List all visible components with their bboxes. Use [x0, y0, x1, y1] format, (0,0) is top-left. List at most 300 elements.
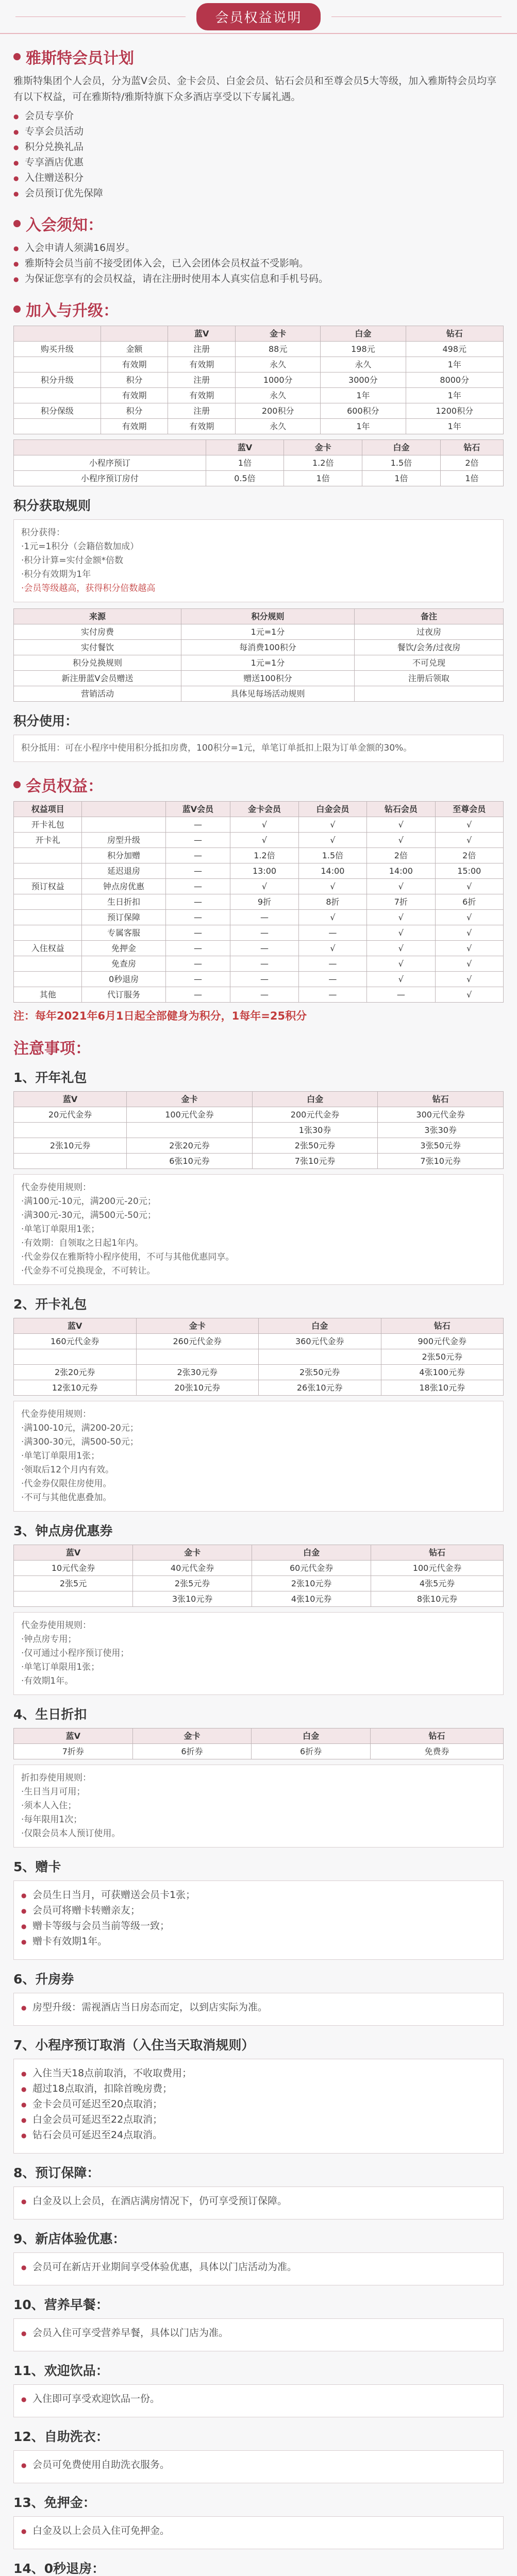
note-bullets-box: [13, 2450, 504, 2483]
table-header-cell: 蓝V会员: [165, 802, 230, 817]
table-cell: 100元代金券: [371, 1561, 504, 1576]
note-item: ● 白金会员可延迟至22点取消；: [21, 2112, 496, 2127]
table-header-cell: 金卡: [236, 326, 321, 342]
table-cell: 小程序预订: [14, 455, 206, 471]
table-cell: 预订权益: [14, 879, 82, 894]
table-row: [14, 925, 504, 941]
box-line: ·代金券不可兑换现金，不可转让。: [21, 1266, 156, 1276]
table-header-cell: 白金: [321, 326, 406, 342]
table-cell: 200积分: [236, 403, 321, 419]
table-cell: √: [367, 910, 435, 925]
note-bullets-box: [13, 2059, 504, 2154]
header-banner: [0, 0, 517, 34]
table-header-cell: 金卡会员: [230, 802, 298, 817]
table-cell: 4张5元券: [371, 1576, 504, 1591]
note-section-title: 7、小程序预订取消（入住当天取消规则）: [13, 2038, 255, 2053]
table-cell: [127, 1123, 253, 1138]
table-cell: [14, 956, 82, 972]
note-section-title: 14、0秒退房：: [13, 2561, 105, 2576]
table-cell: √: [367, 879, 435, 894]
table-header-cell: 蓝V: [168, 326, 236, 342]
box-line: ·积分计算=实付金额*倍数: [21, 555, 124, 566]
list-item: ● 雅斯特会员当前不接受团体入会，已入会团体会员权益不受影响。: [13, 256, 504, 271]
note-rules-box: [13, 1401, 504, 1512]
table-cell: 2张50元券: [381, 1349, 504, 1365]
upgrade-title: [13, 298, 504, 320]
table-row: [14, 455, 504, 471]
list-item: ● 为保证您享有的会员权益，请在注册时使用本人真实信息和手机号码。: [13, 271, 504, 286]
table-cell: 购买升级: [14, 342, 101, 357]
table-cell: 2倍: [440, 455, 503, 471]
note-section-title: 8、预订保障：: [13, 2165, 100, 2180]
benefits-title: [13, 773, 504, 796]
table-cell: 4张100元券: [381, 1365, 504, 1380]
table-cell: [14, 357, 101, 372]
table-cell: —: [230, 987, 298, 1003]
table-cell: 有效期: [101, 357, 168, 372]
note-bullets: [21, 2325, 496, 2341]
table-row: [14, 1744, 504, 1759]
table-cell: 2倍: [435, 848, 503, 863]
table-row: [14, 671, 504, 686]
table-header-cell: 金卡: [133, 1545, 252, 1561]
table-cell: 预订保障: [82, 910, 165, 925]
table-row: [14, 863, 504, 879]
table-header-cell: 蓝V: [206, 440, 284, 455]
table-header-cell: [82, 802, 165, 817]
box-line: ·单笔订单限用1张；: [21, 1662, 100, 1672]
table-cell: 7折券: [14, 1744, 133, 1759]
table-header-cell: 钻石: [406, 326, 503, 342]
table-cell: [259, 1349, 381, 1365]
points-multiplier-table: [13, 439, 504, 486]
table-cell: 3张50元券: [378, 1138, 504, 1154]
table-row: [14, 1561, 504, 1576]
table-header-cell: 权益项目: [14, 802, 82, 817]
note-rules-box: [13, 1612, 504, 1695]
table-row: [14, 624, 504, 640]
benefits-title-text: 会员权益：: [26, 777, 103, 795]
table-cell: 15:00: [435, 863, 503, 879]
table-cell: 14:00: [298, 863, 366, 879]
box-line: ·满100-10元，满200-20元；: [21, 1423, 139, 1433]
table-cell: —: [230, 925, 298, 941]
note-table: [13, 1091, 504, 1169]
box-line: ·满300元-30元，满500元-50元；: [21, 1210, 156, 1221]
list-item: ● 专享酒店优惠: [13, 155, 504, 170]
note-item: ● 会员可在新店开业期间享受体验优惠，具体以门店活动为准。: [21, 2259, 496, 2275]
note-item: ● 入住当天18点前取消，不收取费用；: [21, 2065, 496, 2081]
table-header-cell: 钻石: [370, 1728, 503, 1744]
table-cell: √: [367, 941, 435, 956]
table-cell: 具体见每场活动规则: [181, 686, 354, 702]
box-line: 代金券使用规则：: [21, 1409, 91, 1419]
table-row: [14, 1138, 504, 1154]
table-cell: 1200积分: [406, 403, 503, 419]
table-row: [14, 342, 504, 357]
table-cell: 1倍: [284, 471, 362, 486]
table-cell: 300元代金券: [378, 1107, 504, 1123]
note-item: ● 白金及以上会员，在酒店满房情况下，仍可享受预订保障。: [21, 2193, 496, 2209]
note-table: [13, 1545, 504, 1607]
table-cell: 积分升级: [14, 372, 101, 388]
table-cell: 600积分: [321, 403, 406, 419]
table-header-cell: 白金: [252, 1728, 371, 1744]
upgrade-table: [13, 326, 504, 434]
note-table: [13, 1728, 504, 1759]
box-line: ·单笔订单限用1张；: [21, 1224, 100, 1234]
table-row: [14, 941, 504, 956]
table-cell: 1.2倍: [284, 455, 362, 471]
table-cell: 1年: [406, 357, 503, 372]
table-cell: 20元代金券: [14, 1107, 127, 1123]
table-cell: 1年: [406, 419, 503, 434]
table-cell: √: [367, 833, 435, 848]
box-line: 积分获得：: [21, 528, 65, 538]
list-item: ● 会员专享价: [13, 108, 504, 124]
box-line: ·不可与其他优惠叠加。: [21, 1493, 112, 1503]
table-header-cell: 金卡: [132, 1728, 252, 1744]
table-cell: [14, 848, 82, 863]
table-cell: 餐饮/会务/过夜房: [355, 640, 504, 655]
table-cell: 注册: [168, 372, 236, 388]
points-rules-highlight: ·会员等级越高，获得积分倍数越高: [21, 583, 156, 594]
list-item: ● 入会申请人须满16周岁。: [13, 240, 504, 256]
table-cell: 2张50元券: [259, 1365, 381, 1380]
note-item: ● 赠卡等级与会员当前等级一致；: [21, 1918, 496, 1934]
table-cell: 160元代金券: [14, 1334, 137, 1349]
table-cell: —: [165, 910, 230, 925]
table-cell: 26张10元券: [259, 1380, 381, 1396]
table-cell: 1元=1分: [181, 655, 354, 671]
list-item: ● 专享会员活动: [13, 124, 504, 139]
table-header-cell: [101, 326, 168, 342]
table-cell: 有效期: [168, 357, 236, 372]
join-bullets: [13, 240, 504, 286]
table-cell: √: [435, 925, 503, 941]
note-rules-box: [13, 1174, 504, 1285]
table-cell: —: [298, 925, 366, 941]
table-cell: 实付餐饮: [14, 640, 181, 655]
benefits-table: [13, 801, 504, 1003]
table-cell: 1.5倍: [362, 455, 441, 471]
table-cell: 12张10元券: [14, 1380, 137, 1396]
table-header-cell: 钻石: [381, 1318, 504, 1334]
table-cell: 3张30券: [378, 1123, 504, 1138]
table-cell: 1年: [321, 419, 406, 434]
table-row: [14, 357, 504, 372]
note-section-title: 12、自助洗衣：: [13, 2429, 109, 2444]
note-bullets-box: [13, 2516, 504, 2549]
box-line: ·须本人入住；: [21, 1801, 77, 1811]
table-cell: —: [165, 879, 230, 894]
note-item: ● 房型升级：需视酒店当日房态而定，以到店实际为准。: [21, 1999, 496, 2015]
table-cell: 积分: [101, 372, 168, 388]
table-cell: 2张5元券: [133, 1576, 252, 1591]
table-row: [14, 655, 504, 671]
table-row: [14, 640, 504, 655]
table-cell: [14, 1349, 137, 1365]
table-cell: 100元代金券: [127, 1107, 253, 1123]
table-cell: 延迟退房: [82, 863, 165, 879]
table-cell: 1年: [321, 388, 406, 403]
table-header-cell: 蓝V: [14, 1728, 133, 1744]
table-cell: 积分加赠: [82, 848, 165, 863]
table-cell: —: [298, 956, 366, 972]
table-header-cell: [14, 440, 206, 455]
table-cell: 8张10元券: [371, 1591, 504, 1607]
box-line: ·代金券仅限住房使用。: [21, 1479, 112, 1489]
table-cell: 钟点房优惠: [82, 879, 165, 894]
table-cell: —: [165, 833, 230, 848]
table-cell: √: [367, 956, 435, 972]
table-cell: [14, 925, 82, 941]
note-section-title: 4、生日折扣: [13, 1707, 87, 1722]
table-cell: —: [165, 848, 230, 863]
box-line: 代金券使用规则：: [21, 1182, 91, 1193]
table-cell: 88元: [236, 342, 321, 357]
intro-title: [13, 45, 504, 68]
table-cell: [14, 1591, 133, 1607]
table-header-cell: 蓝V: [14, 1545, 133, 1561]
note-item: ● 超过18点取消，扣除首晚房费；: [21, 2081, 496, 2096]
table-cell: 新注册蓝V会员赠送: [14, 671, 181, 686]
banner-divider-right: [331, 16, 502, 17]
table-cell: 20张10元券: [136, 1380, 259, 1396]
table-cell: 60元代金券: [252, 1561, 371, 1576]
table-row: [14, 987, 504, 1003]
note-item: ● 钻石会员可延迟至24点取消。: [21, 2127, 496, 2143]
table-cell: 免押金: [82, 941, 165, 956]
table-row: [14, 910, 504, 925]
table-header-cell: 来源: [14, 609, 181, 624]
box-line: ·每年限用1次；: [21, 1815, 82, 1825]
table-cell: 小程序预订房付: [14, 471, 206, 486]
note-item: ● 会员可将赠卡转赠亲友；: [21, 1903, 496, 1918]
table-cell: √: [435, 941, 503, 956]
table-cell: 6张10元券: [127, 1154, 253, 1169]
note-section-title: 3、钟点房优惠券: [13, 1523, 113, 1538]
note-bullets-box: [13, 2384, 504, 2417]
table-row: [14, 471, 504, 486]
table-row: [14, 372, 504, 388]
table-row: [14, 1154, 504, 1169]
table-cell: 永久: [236, 419, 321, 434]
table-cell: 1张30券: [252, 1123, 378, 1138]
table-cell: 2张10元券: [252, 1576, 371, 1591]
table-cell: —: [165, 894, 230, 910]
table-cell: [136, 1349, 259, 1365]
note-section-title: 10、营养早餐：: [13, 2297, 109, 2312]
table-cell: √: [298, 817, 366, 833]
table-cell: 房型升级: [82, 833, 165, 848]
table-cell: 14:00: [367, 863, 435, 879]
box-line: ·积分有效期为1年: [21, 569, 91, 580]
table-cell: 其他: [14, 987, 82, 1003]
box-line: ·1元=1积分（会籍倍数加成）: [21, 541, 139, 552]
table-cell: 2张50元券: [252, 1138, 378, 1154]
list-item: ● 入住赠送积分: [13, 170, 504, 185]
note-bullets-box: [13, 1993, 504, 2026]
table-cell: √: [435, 956, 503, 972]
table-cell: √: [230, 817, 298, 833]
note-bullets: [21, 2065, 496, 2143]
table-cell: 专属客服: [82, 925, 165, 941]
usage-title: 积分使用：: [13, 714, 78, 728]
bullet-dot-icon: [13, 220, 21, 227]
table-row: [14, 403, 504, 419]
table-cell: 永久: [236, 388, 321, 403]
note-bullets-box: [13, 2252, 504, 2285]
table-cell: 1倍: [362, 471, 441, 486]
table-cell: 0.5倍: [206, 471, 284, 486]
table-cell: 有效期: [168, 419, 236, 434]
table-cell: 900元代金券: [381, 1334, 504, 1349]
note-section-title: 5、赠卡: [13, 1859, 61, 1874]
table-header-cell: 白金: [252, 1092, 378, 1107]
note-item: ● 会员生日当月，可获赠送会员卡1张；: [21, 1887, 496, 1903]
table-cell: 积分: [101, 403, 168, 419]
table-cell: √: [230, 833, 298, 848]
join-title: [13, 212, 504, 235]
box-line: ·领取后12个月内有效。: [21, 1465, 114, 1475]
table-cell: 7折: [367, 894, 435, 910]
table-cell: 3000分: [321, 372, 406, 388]
table-cell: —: [230, 910, 298, 925]
table-cell: [14, 1123, 127, 1138]
table-cell: [14, 419, 101, 434]
table-cell: 1倍: [440, 471, 503, 486]
table-cell: 198元: [321, 342, 406, 357]
table-header-cell: 备注: [355, 609, 504, 624]
table-cell: 开卡礼包: [14, 817, 82, 833]
table-cell: [355, 686, 504, 702]
table-header-cell: 蓝V: [14, 1092, 127, 1107]
table-cell: [14, 863, 82, 879]
note-bullets: [21, 2259, 496, 2275]
table-cell: 2张5元: [14, 1576, 133, 1591]
table-row: [14, 1591, 504, 1607]
table-cell: —: [230, 941, 298, 956]
table-cell: —: [165, 972, 230, 987]
box-line: ·单笔订单限用1张；: [21, 1451, 100, 1461]
page-title: 会员权益说明: [196, 3, 320, 30]
notes-container: [13, 1067, 504, 2576]
table-cell: 不可兑现: [355, 655, 504, 671]
table-row: [14, 1334, 504, 1349]
table-cell: 498元: [406, 342, 503, 357]
table-cell: 4张10元券: [252, 1591, 371, 1607]
table-header-cell: 蓝V: [14, 1318, 137, 1334]
table-header-cell: 白金会员: [298, 802, 366, 817]
table-cell: [14, 894, 82, 910]
table-cell: 注册后领取: [355, 671, 504, 686]
table-cell: 3张10元券: [133, 1591, 252, 1607]
note-item: ● 会员入住可享受营养早餐，具体以门店为准。: [21, 2325, 496, 2341]
list-item: ● 积分兑换礼品: [13, 139, 504, 155]
table-row: [14, 1349, 504, 1365]
table-cell: 13:00: [230, 863, 298, 879]
note-table: [13, 1318, 504, 1396]
table-cell: √: [298, 910, 366, 925]
table-cell: 积分兑换规则: [14, 655, 181, 671]
usage-box: [13, 735, 504, 762]
table-cell: 2倍: [367, 848, 435, 863]
table-cell: 免费券: [370, 1744, 503, 1759]
note-section-title: 13、免押金：: [13, 2495, 96, 2510]
bullet-dot-icon: [13, 53, 21, 60]
table-cell: —: [165, 925, 230, 941]
table-cell: 10元代金券: [14, 1561, 133, 1576]
table-row: [14, 686, 504, 702]
table-cell: 9折: [230, 894, 298, 910]
table-header-cell: 积分规则: [181, 609, 354, 624]
table-cell: 代订服务: [82, 987, 165, 1003]
table-cell: 开卡礼: [14, 833, 82, 848]
note-item: ● 赠卡有效期1年。: [21, 1934, 496, 1949]
table-row: [14, 419, 504, 434]
table-header-cell: 至尊会员: [435, 802, 503, 817]
table-header-cell: 钻石: [440, 440, 503, 455]
box-line: ·满300-30元，满500-50元；: [21, 1437, 139, 1447]
table-cell: —: [165, 987, 230, 1003]
banner-divider-left: [15, 16, 186, 17]
table-cell: √: [230, 879, 298, 894]
table-cell: √: [367, 817, 435, 833]
table-cell: 1000分: [236, 372, 321, 388]
note-section-title: 6、升房券: [13, 1972, 74, 1987]
table-cell: [14, 388, 101, 403]
box-line: ·钟点房专用；: [21, 1634, 77, 1645]
table-header-cell: [14, 326, 101, 342]
table-cell: 永久: [321, 357, 406, 372]
note-bullets: [21, 1887, 496, 1949]
table-cell: √: [298, 833, 366, 848]
table-cell: 6折券: [132, 1744, 252, 1759]
upgrade-title-text: 加入与升级：: [26, 302, 119, 320]
table-cell: —: [165, 817, 230, 833]
table-header-cell: 金卡: [284, 440, 362, 455]
table-cell: 赠送100积分: [181, 671, 354, 686]
note-item: ● 金卡会员可延迟至20点取消；: [21, 2096, 496, 2112]
table-cell: 实付房费: [14, 624, 181, 640]
join-title-text: 入会须知：: [26, 216, 103, 234]
table-cell: 生日折扣: [82, 894, 165, 910]
table-cell: [14, 972, 82, 987]
table-cell: 2张10元券: [14, 1138, 127, 1154]
box-line: ·生日当月可用；: [21, 1787, 86, 1797]
table-cell: 360元代金券: [259, 1334, 381, 1349]
note-section-title: 11、欢迎饮品：: [13, 2363, 109, 2378]
box-line: 代金券使用规则：: [21, 1620, 91, 1631]
table-cell: —: [298, 972, 366, 987]
table-cell: 1.2倍: [230, 848, 298, 863]
table-row: [14, 1365, 504, 1380]
table-header-cell: 金卡: [127, 1092, 253, 1107]
table-cell: 200元代金券: [252, 1107, 378, 1123]
table-cell: 有效期: [101, 419, 168, 434]
box-line: ·仅限会员本人预订使用。: [21, 1828, 121, 1839]
table-cell: 过夜房: [355, 624, 504, 640]
table-header-cell: 白金: [362, 440, 441, 455]
table-cell: 2张20元券: [14, 1365, 137, 1380]
table-row: [14, 833, 504, 848]
note-item: ● 入住即可享受欢迎饮品一份。: [21, 2391, 496, 2406]
table-cell: 1元=1分: [181, 624, 354, 640]
box-line: ·代金券仅在雅斯特小程序使用，不可与其他优惠同享。: [21, 1252, 235, 1262]
table-cell: 260元代金券: [136, 1334, 259, 1349]
table-cell: 入住权益: [14, 941, 82, 956]
